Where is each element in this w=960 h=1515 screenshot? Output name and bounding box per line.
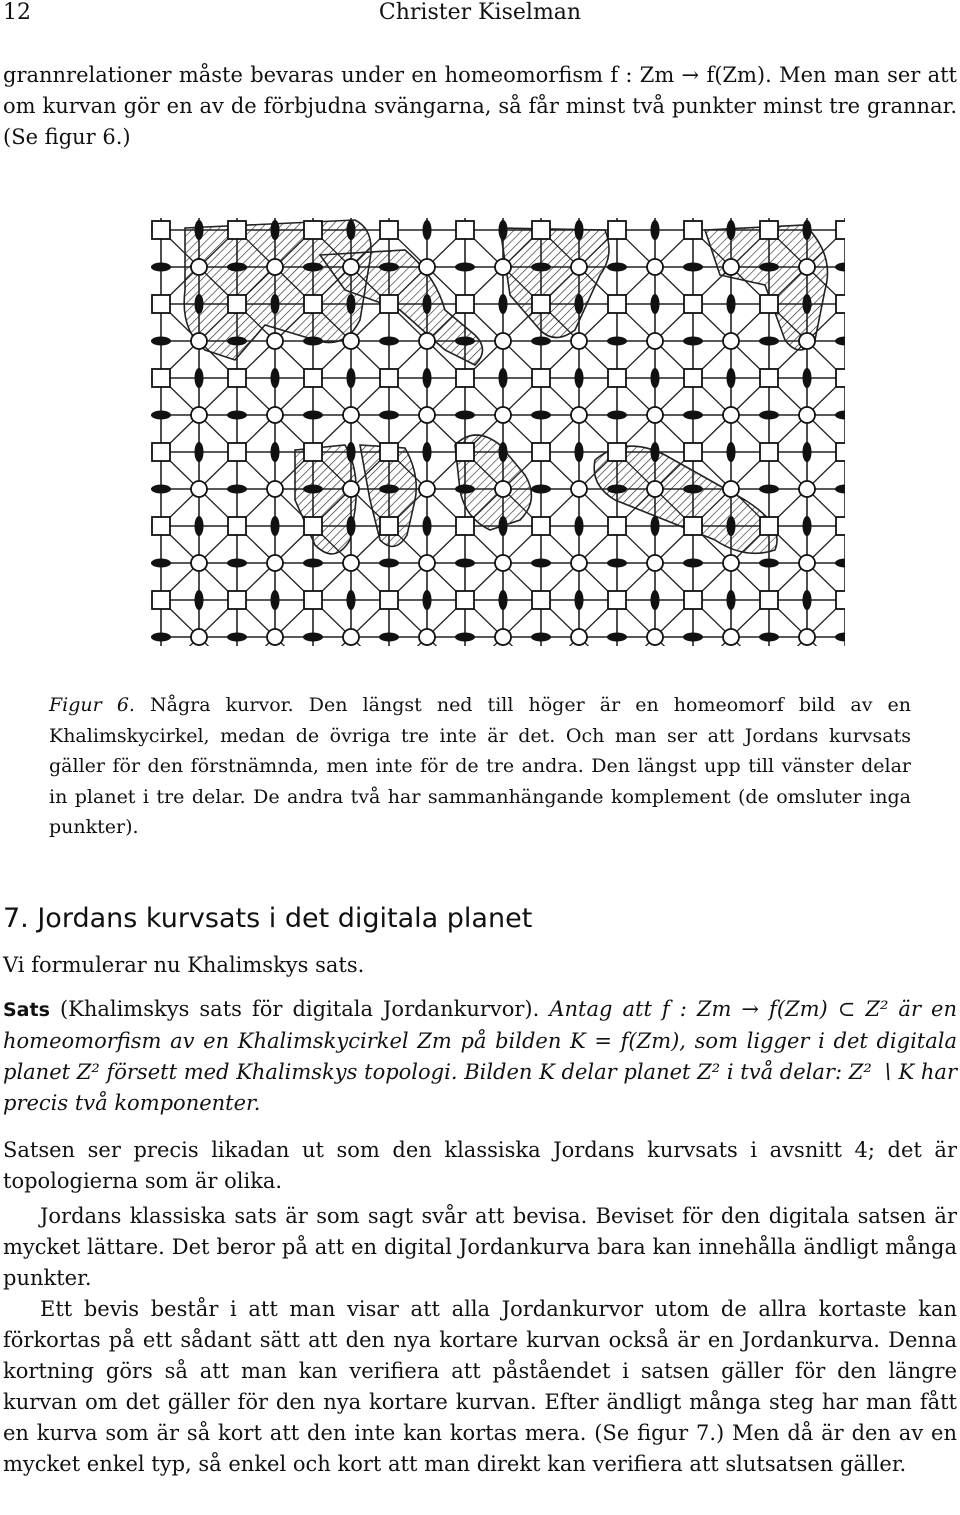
mixed-point-horizontal [607,337,627,346]
closed-point-square [684,443,702,461]
closed-point-square [836,221,845,239]
mixed-point-horizontal [759,559,779,568]
closed-point-square [532,295,550,313]
closed-point-square [684,517,702,535]
mixed-point-horizontal [531,337,551,346]
mixed-point-vertical [195,220,204,240]
mixed-point-vertical [271,368,280,388]
mixed-point-horizontal [835,633,845,642]
mixed-point-vertical [423,442,432,462]
open-point-circle [419,333,435,349]
closed-point-square [532,517,550,535]
open-point-circle [419,629,435,645]
mixed-point-vertical [347,220,356,240]
mixed-point-vertical [271,294,280,314]
closed-point-square [608,443,626,461]
open-point-circle [647,333,663,349]
mixed-point-horizontal [683,411,703,420]
hatched-curve-8 [594,446,777,553]
mixed-point-vertical [575,516,584,536]
mixed-point-vertical [195,442,204,462]
mixed-point-vertical [651,368,660,388]
closed-point-square [152,221,170,239]
mixed-point-vertical [271,442,280,462]
open-point-circle [267,555,283,571]
open-point-circle [571,555,587,571]
mixed-point-vertical [271,516,280,536]
page-header [3,0,957,28]
mixed-point-horizontal [531,633,551,642]
open-point-circle [343,481,359,497]
mixed-point-vertical [803,442,812,462]
closed-point-square [836,369,845,387]
closed-point-square [532,221,550,239]
open-point-circle [647,407,663,423]
mixed-point-vertical [803,220,812,240]
closed-point-square [532,443,550,461]
mixed-point-vertical [423,368,432,388]
mixed-point-vertical [423,590,432,610]
mixed-point-horizontal [835,263,845,272]
mixed-point-horizontal [835,337,845,346]
figure-6 [145,200,845,646]
mixed-point-vertical [347,516,356,536]
closed-point-square [684,591,702,609]
mixed-point-vertical [651,220,660,240]
open-point-circle [571,629,587,645]
mixed-point-vertical [651,590,660,610]
mixed-point-vertical [423,294,432,314]
mixed-point-horizontal [227,337,247,346]
paragraph-3: Satsen ser precis likadan ut som den klassiska Jordans kurvsats i avsnitt 4; det är topologierna som är olika. [3,1138,957,1193]
open-point-circle [191,555,207,571]
mixed-point-vertical [575,442,584,462]
open-point-circle [267,629,283,645]
mixed-point-horizontal [379,559,399,568]
mixed-point-horizontal [379,337,399,346]
closed-point-square [608,221,626,239]
hatched-curve-4 [705,225,828,350]
mixed-point-vertical [499,590,508,610]
open-point-circle [647,629,663,645]
open-point-circle [191,629,207,645]
mixed-point-vertical [727,516,736,536]
open-point-circle [495,407,511,423]
mixed-point-horizontal [151,337,171,346]
mixed-point-vertical [651,442,660,462]
mixed-point-vertical [575,590,584,610]
mixed-point-horizontal [455,559,475,568]
closed-point-square [760,221,778,239]
mixed-point-vertical [423,516,432,536]
mixed-point-horizontal [759,337,779,346]
closed-point-square [608,295,626,313]
closed-point-square [304,591,322,609]
closed-point-square [304,221,322,239]
open-point-circle [191,259,207,275]
open-point-circle [343,333,359,349]
mixed-point-horizontal [683,633,703,642]
open-point-circle [799,259,815,275]
open-point-circle [723,629,739,645]
mixed-point-horizontal [455,411,475,420]
mixed-point-horizontal [607,485,627,494]
mixed-point-horizontal [835,485,845,494]
open-point-circle [571,407,587,423]
open-point-circle [419,259,435,275]
closed-point-square [152,295,170,313]
mixed-point-horizontal [683,337,703,346]
mixed-point-vertical [651,516,660,536]
closed-point-square [760,591,778,609]
mixed-point-horizontal [151,263,171,272]
mixed-point-horizontal [303,633,323,642]
closed-point-square [380,517,398,535]
closed-point-square [152,369,170,387]
open-point-circle [571,333,587,349]
page-number: 12 [3,0,31,25]
open-point-circle [267,333,283,349]
mixed-point-vertical [499,294,508,314]
running-title: Christer Kiselman [378,0,582,25]
mixed-point-horizontal [303,411,323,420]
closed-point-square [380,443,398,461]
closed-point-square [760,369,778,387]
closed-point-square [152,517,170,535]
closed-point-square [304,369,322,387]
open-point-circle [495,259,511,275]
mixed-point-vertical [271,220,280,240]
open-point-circle [799,481,815,497]
open-point-circle [191,407,207,423]
mixed-point-vertical [727,294,736,314]
mixed-point-vertical [727,368,736,388]
mixed-point-horizontal [835,559,845,568]
mixed-point-horizontal [227,411,247,420]
mixed-point-vertical [499,220,508,240]
closed-point-square [380,591,398,609]
closed-point-square [304,295,322,313]
mixed-point-vertical [195,516,204,536]
open-point-circle [267,407,283,423]
mixed-point-horizontal [531,485,551,494]
mixed-point-vertical [347,590,356,610]
mixed-point-vertical [575,368,584,388]
caption-label: Figur 6. [49,694,135,716]
open-point-circle [495,629,511,645]
mixed-point-horizontal [151,559,171,568]
mixed-point-horizontal [151,633,171,642]
open-point-circle [723,555,739,571]
open-point-circle [343,629,359,645]
hatched-curve-3 [500,228,609,338]
closed-point-square [228,295,246,313]
closed-point-square [456,295,474,313]
closed-point-square [304,443,322,461]
closed-point-square [228,443,246,461]
mixed-point-horizontal [759,485,779,494]
closed-point-square [532,591,550,609]
closed-point-square [608,517,626,535]
closed-point-square [608,591,626,609]
open-point-circle [267,481,283,497]
closed-point-square [456,591,474,609]
open-point-circle [419,555,435,571]
open-point-circle [723,481,739,497]
mixed-point-vertical [651,294,660,314]
caption-text: Några kurvor. Den längst ned till höger är en homeomorf bild av en Khalimskycirkel, medan de övriga tre inte är det. Och man ser att Jordans kurvsats gäller för den förstnämnda, men inte för de tre andra. Den längst upp till vänster delar in planet i tre delar. De andra två har sammanhängande komplement (de omsluter inga punkter). [49,694,911,838]
mixed-point-horizontal [607,411,627,420]
closed-point-square [228,221,246,239]
mixed-point-vertical [575,220,584,240]
mixed-point-horizontal [227,263,247,272]
mixed-point-vertical [347,368,356,388]
theorem [3,994,957,1119]
closed-point-square [836,517,845,535]
mixed-point-horizontal [151,411,171,420]
closed-point-square [228,517,246,535]
open-point-circle [343,407,359,423]
open-point-circle [343,259,359,275]
section-title: 7. Jordans kurvsats i det digitala planet [3,903,533,934]
closed-point-square [836,443,845,461]
closed-point-square [684,295,702,313]
mixed-point-horizontal [379,263,399,272]
mixed-point-horizontal [607,633,627,642]
mixed-point-vertical [347,294,356,314]
mixed-point-vertical [803,590,812,610]
mixed-point-horizontal [455,485,475,494]
mixed-point-vertical [727,220,736,240]
mixed-point-horizontal [683,559,703,568]
closed-point-square [304,517,322,535]
closed-point-square [456,517,474,535]
open-point-circle [419,481,435,497]
mixed-point-horizontal [835,411,845,420]
open-point-circle [799,407,815,423]
mixed-point-vertical [423,220,432,240]
closed-point-square [152,591,170,609]
open-point-circle [799,629,815,645]
mixed-point-horizontal [303,559,323,568]
closed-point-square [380,295,398,313]
mixed-point-horizontal [227,485,247,494]
mixed-point-horizontal [303,337,323,346]
open-point-circle [343,555,359,571]
mixed-point-horizontal [303,263,323,272]
closed-point-square [380,221,398,239]
open-point-circle [495,481,511,497]
mixed-point-horizontal [379,411,399,420]
mixed-point-horizontal [759,411,779,420]
closed-point-square [456,443,474,461]
open-point-circle [267,259,283,275]
open-point-circle [495,333,511,349]
mixed-point-vertical [347,442,356,462]
closed-point-square [456,221,474,239]
mixed-point-horizontal [455,263,475,272]
closed-point-square [760,443,778,461]
open-point-circle [191,333,207,349]
mixed-point-horizontal [227,559,247,568]
mixed-point-horizontal [759,263,779,272]
open-point-circle [571,259,587,275]
mixed-point-vertical [727,442,736,462]
closed-point-square [228,369,246,387]
mixed-point-vertical [803,294,812,314]
open-point-circle [799,555,815,571]
open-point-circle [723,407,739,423]
mixed-point-vertical [195,590,204,610]
open-point-circle [647,481,663,497]
mixed-point-vertical [195,294,204,314]
mixed-point-horizontal [455,337,475,346]
closed-point-square [760,517,778,535]
mixed-point-horizontal [379,485,399,494]
closed-point-square [532,369,550,387]
open-point-circle [723,333,739,349]
mixed-point-vertical [575,294,584,314]
closed-point-square [836,295,845,313]
mixed-point-horizontal [531,559,551,568]
open-point-circle [191,481,207,497]
mixed-point-horizontal [759,633,779,642]
mixed-point-horizontal [531,263,551,272]
closed-point-square [836,591,845,609]
open-point-circle [571,481,587,497]
mixed-point-vertical [499,516,508,536]
closed-point-square [684,369,702,387]
closed-point-square [760,295,778,313]
mixed-point-horizontal [531,411,551,420]
closed-point-square [228,591,246,609]
mixed-point-horizontal [303,485,323,494]
mixed-point-vertical [803,368,812,388]
closed-point-square [684,221,702,239]
open-point-circle [647,555,663,571]
mixed-point-vertical [727,590,736,610]
mixed-point-horizontal [151,485,171,494]
paragraph-4: Jordans klassiska sats är som sagt svår att bevisa. Beviset för den digitala satsen är mycket lättare. Det beror på att en digital Jordankurva bara kan innehålla ändligt många punkter. [3,1204,957,1290]
open-point-circle [647,259,663,275]
mixed-point-vertical [271,590,280,610]
theorem-label: Sats [3,999,50,1021]
figure-caption [49,690,911,843]
theorem-body: Antag att f : Zm → f(Zm) ⊂ Z² är en homeomorfism av en Khalimskycirkel Zm på bilden K = f(Zm), som ligger i det digitala planet Z² försett med Khalimskys topologi. Bilden K delar planet Z² i två delar: Z² ∖ K har precis två komponenter. [3,997,957,1115]
closed-point-square [380,369,398,387]
paragraph-5: Ett bevis består i att man visar att alla Jordankurvor utom de allra kortaste kan förkortas på ett sådant sätt att den nya kortare kurvan också är en Jordankurva. Denna kortning görs så att man kan verifiera att påståendet i satsen gäller för den längre kurvan om det gäller för den nya kortare kurvan. Efter ändligt många steg har man fått en kurva som är så kort att den inte kan kortas mera. (Se figur 7.) Men då är den av en mycket enkel typ, så enkel och kort att man direkt kan verifiera att slutsatsen gäller. [3,1297,957,1476]
closed-point-square [456,369,474,387]
open-point-circle [495,555,511,571]
khalimsky-grid-figure [145,200,845,646]
mixed-point-vertical [499,368,508,388]
mixed-point-vertical [195,368,204,388]
open-point-circle [799,333,815,349]
mixed-point-vertical [499,442,508,462]
theorem-name: (Khalimskys sats för digitala Jordankurvor). [59,997,540,1021]
mixed-point-vertical [803,516,812,536]
open-point-circle [419,407,435,423]
mixed-point-horizontal [455,633,475,642]
mixed-point-horizontal [607,559,627,568]
mixed-point-horizontal [683,485,703,494]
closed-point-square [152,443,170,461]
mixed-point-horizontal [683,263,703,272]
mixed-point-horizontal [227,633,247,642]
mixed-point-horizontal [607,263,627,272]
mixed-point-horizontal [379,633,399,642]
paragraph-intro-text: grannrelationer måste bevaras under en homeomorfism f : Zm → f(Zm). Men man ser att om kurvan gör en av de förbjudna svängarna, så får minst två punkter minst tre grannar. (Se figur 6.) [3,63,957,149]
closed-point-square [608,369,626,387]
paragraph-intro: Vi formulerar nu Khalimskys sats. [3,953,365,977]
open-point-circle [723,259,739,275]
